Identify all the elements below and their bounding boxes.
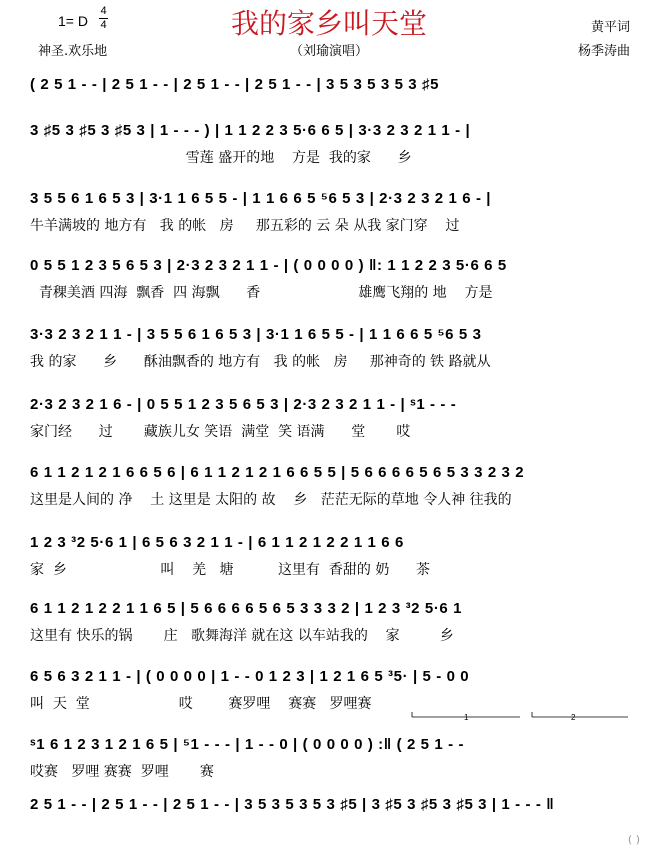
notation-row: 2 5 1 - - | 2 5 1 - - | 2 5 1 - - | 3 5 3 5 3 5 3 ♯5 | 3 ♯5 3 ♯5 3 ♯5 3 | 1 - - - ‖ xyxy=(30,796,555,813)
lyrics-row: 这里是人间的 净 土 这里是 太阳的 故 乡 茫茫无际的草地 令人神 往我的 xyxy=(30,492,512,508)
meter-bottom: 4 xyxy=(100,19,107,31)
notation-row: 6 1 1 2 1 2 2 1 1 6 5 | 5 6 6 6 6 5 6 5 3 3 3 2 | 1 2 3 ³2 5·6 1 xyxy=(30,600,463,617)
svg-text:2: 2 xyxy=(571,713,576,722)
notation-row: 6 1 1 2 1 2 1 6 6 5 6 | 6 1 1 2 1 2 1 6 6 5 5 | 5 6 6 6 6 5 6 5 3 3 2 3 2 xyxy=(30,464,525,481)
song-title: 我的家乡叫天堂 xyxy=(230,7,427,40)
staff-line xyxy=(30,796,630,840)
lyrics-row: 家门经 过 藏族儿女 笑语 满堂 笑 语满 堂 哎 xyxy=(30,424,411,440)
lyrics-row: 牛羊满坡的 地方有 我 的帐 房 那五彩的 云 朵 从我 家门穿 过 xyxy=(30,218,460,234)
lyrics-row xyxy=(30,821,630,839)
staff-line xyxy=(30,668,630,712)
staff-line xyxy=(30,600,630,644)
lyrics-row: 我 的家 乡 酥油飘香的 地方有 我 的帐 房 那神奇的 铁 路就从 xyxy=(30,354,491,370)
lyrics-row: 青稞美酒 四海 飘香 四 海飘 香 雄鹰飞翔的 地 方是 xyxy=(30,285,493,301)
staff-line xyxy=(30,257,630,301)
notation-row: 2·3 2 3 2 1 6 - | 0 5 5 1 2 3 5 6 5 3 | 2·3 2 3 2 1 1 - | ˢ1 - - - xyxy=(30,396,457,413)
lyricist-credit: 黄平词 xyxy=(590,20,630,35)
notation-row: 0 5 5 1 2 3 5 6 5 3 | 2·3 2 3 2 1 1 - | ( 0 0 0 0 ) ‖: 1 1 2 2 3 5·6 6 5 xyxy=(30,257,507,274)
notation-row: ˢ1 6 1 2 3 1 2 1 6 5 | ⁵1 - - - | 1 - - 0 | ( 0 0 0 0 ) :‖ ( 2 5 1 - - xyxy=(30,736,465,753)
staff-line xyxy=(30,122,630,166)
key-signature: 1= D xyxy=(58,13,88,29)
lyrics-row: 这里有 快乐的锅 庄 歌舞海洋 就在这 以车站我的 家 乡 xyxy=(30,628,454,644)
notation-row: ( 2 5 1 - - | 2 5 1 - - | 2 5 1 - - | 2 5 1 - - | 3 5 3 5 3 5 3 ♯5 xyxy=(30,76,440,93)
staff-line xyxy=(30,326,630,370)
album-name: 神圣.欢乐地 xyxy=(38,44,108,59)
svg-text:1: 1 xyxy=(464,713,469,722)
composer-credit: 杨季涛曲 xyxy=(577,44,630,59)
notation-row: 3 ♯5 3 ♯5 3 ♯5 3 | 1 - - - ) | 1 1 2 2 3 5·6 6 5 | 3·3 2 3 2 1 1 - | xyxy=(30,122,471,139)
staff-line xyxy=(30,534,630,578)
watermark: ( ) xyxy=(627,833,640,846)
notation-row: 3 5 5 6 1 6 5 3 | 3·1 1 6 5 5 - | 1 1 6 6 5 ⁵6 5 3 | 2·3 2 3 2 1 6 - | xyxy=(30,190,492,207)
staff-line xyxy=(30,736,630,780)
staff-line xyxy=(30,396,630,440)
notation-row: 1 2 3 ³2 5·6 1 | 6 5 6 3 2 1 1 - | 6 1 1 2 1 2 2 1 1 6 6 xyxy=(30,534,404,551)
lyrics-row: 家 乡 叫 羌 塘 这里有 香甜的 奶 茶 xyxy=(30,562,431,578)
meter-top: 4 xyxy=(100,5,107,17)
staff-line xyxy=(30,190,630,234)
notation-row: 3·3 2 3 2 1 1 - | 3 5 5 6 1 6 5 3 | 3·1 1 6 5 5 - | 1 1 6 6 5 ⁵6 5 3 xyxy=(30,326,482,343)
notation-row: 6 5 6 3 2 1 1 - | ( 0 0 0 0 | 1 - - 0 1 2 3 | 1 2 1 6 5 ³5· | 5 - 0 0 xyxy=(30,668,470,685)
lyrics-row: 雪莲 盛开的地 方是 我的家 乡 xyxy=(30,150,412,166)
lyrics-row: 哎赛 罗哩 赛赛 罗哩 赛 xyxy=(30,764,214,780)
singer-credit: （刘瑜演唱） xyxy=(289,44,368,59)
staff-line xyxy=(30,464,630,508)
lyrics-row xyxy=(30,101,630,119)
lyrics-row: 叫 天 堂 哎 赛罗哩 赛赛 罗哩赛 xyxy=(30,696,372,712)
staff-line xyxy=(30,76,630,120)
